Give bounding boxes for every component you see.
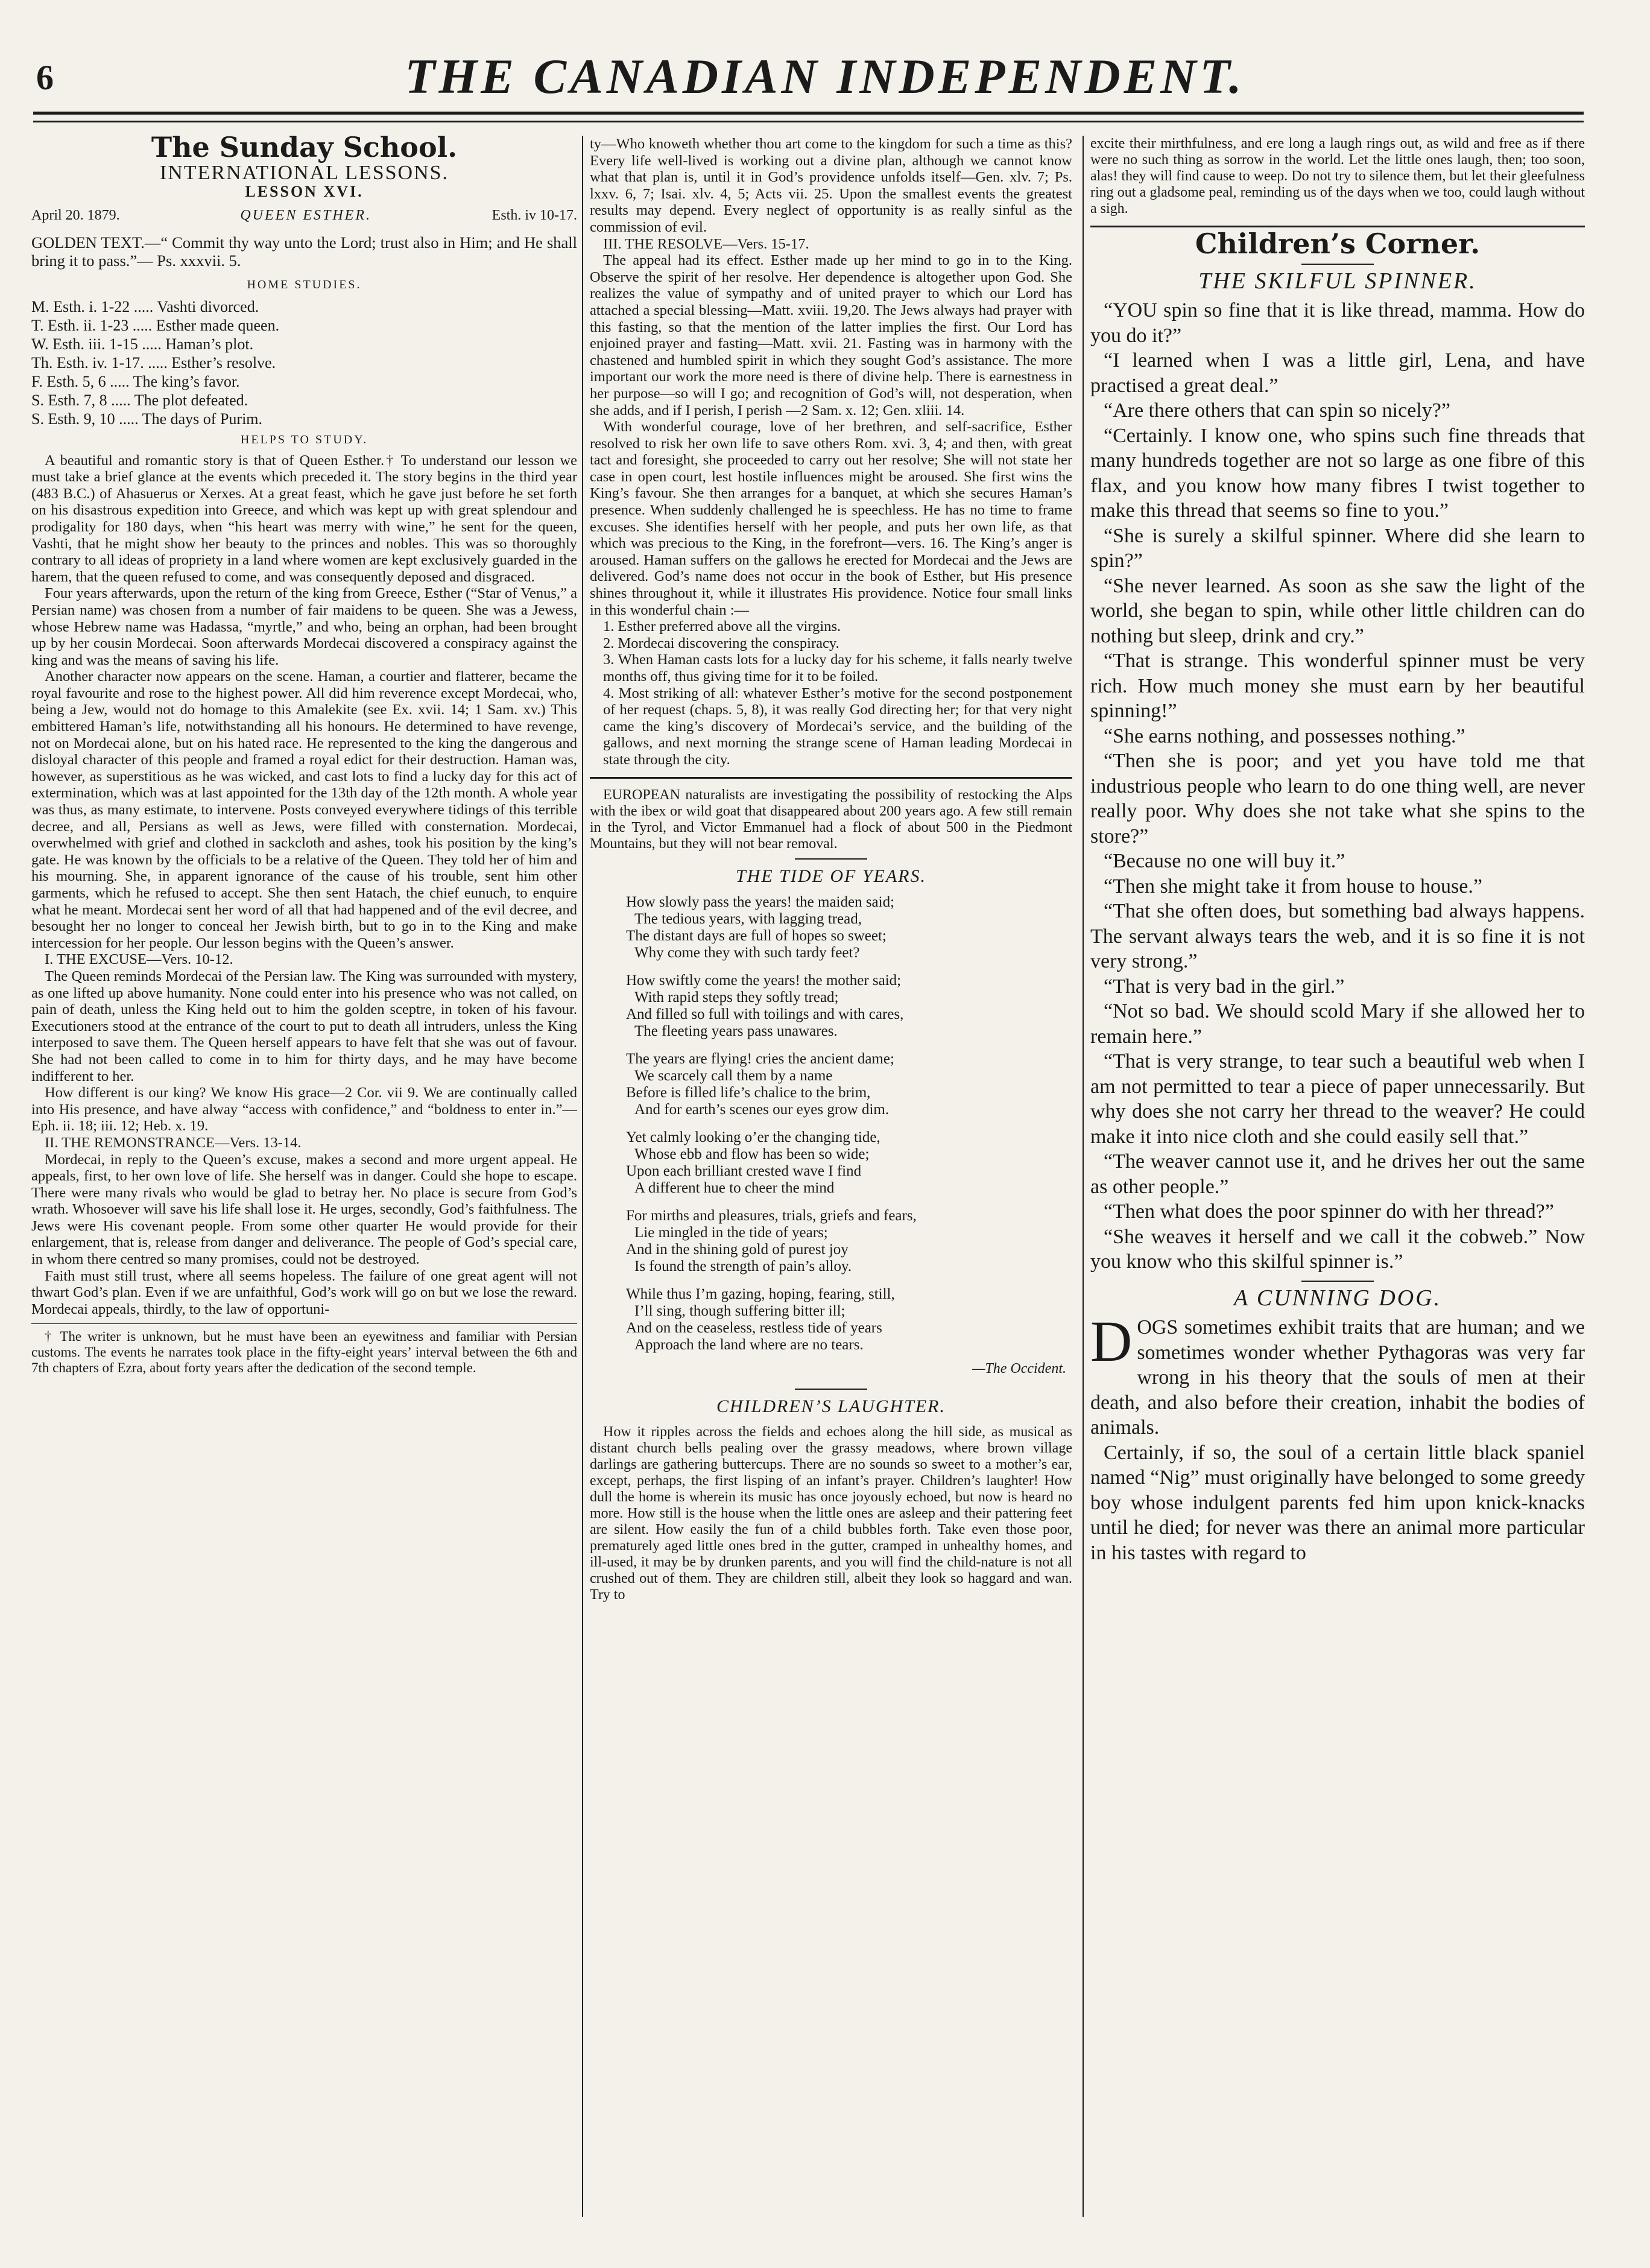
list-item: 4. Most striking of all: whatever Esther’s motive for the second postponement of her request (chaps. 5, 8), it was really God directing her; for that very night came the king’s discovery of Mordecai’s service, and the building of the gallows, and next morning the strange scene of Haman leading Mordecai in state through the city. [603,685,1072,768]
footnote: † The writer is unknown, but he must have been an eyewitness and familiar with Persian customs. The events he narrates took place in the fifty-eight years’ interval between the 6th and 7th chapters of Ezra, about forty years after the dedication of the second temple. [31,1323,577,1376]
list-item: W. Esth. iii. 1-15 ..... Haman’s plot. [31,335,254,353]
poem-line: The fleeting years pass unawares. [634,1023,838,1040]
paragraph: “Are there others that can spin so nicely?” [1104,399,1450,422]
poem-stanza [590,1208,1072,1275]
poem-line: Whose ebb and flow has been so wide; [634,1146,870,1163]
subheading: III. THE RESOLVE—Vers. 15-17. [603,235,809,252]
section-title: The Sunday School. [151,136,458,163]
divider [1301,264,1374,265]
list-item: S. Esth. 9, 10 ..... The days of Purim. [31,410,263,428]
section-title: Children’s Corner. [1195,227,1481,260]
paragraph: The appeal had its effect. Esther made up her mind to go in to the King. Observe the spirit of her resolve. Her dependence is altogether upon God. She realizes the value of sympathy and of united prayer to which our Lord has attached a special blessing—Matt. xviii. 19,20. The Jews always had prayer with this fasting, so that the mention of the latter implies the first. Our Lord has enjoined prayer and fasting—Matt. xvii. 21. Fasting was in harmony with the chastened and humbled spirit in which they sought God’s assistance. The more important our work the more need is there of divine help. There is earnestness in her purpose—so will I go; and recognition of God’s will, not desperation, when she adds, and if I perish, I perish —2 Sam. x. 12; Gen. xliii. 14. [590,252,1072,419]
column-right [1090,136,1585,2229]
poem-stanza [590,894,1072,961]
lesson-date: April 20. 1879. [31,207,120,223]
page-number: 6 [36,58,54,97]
poem-line: Yet calmly looking o’er the changing tide, [626,1129,880,1146]
paragraph-text: OGS sometimes exhibit traits that are human; and we sometimes wonder whether Pythagoras was very far wrong in his theory that the souls of men at their death, and also before their creation, inhabit the bodies of animals. [1090,1316,1585,1439]
story-title: THE SKILFUL SPINNER. [1198,268,1477,294]
masthead-rule-thin [33,121,1584,122]
poem-line: Approach the land where are no tears. [634,1337,864,1354]
poem-line: Why come they with such tardy feet? [634,945,860,961]
list-item: Th. Esth. iv. 1-17. ..... Esther’s resolve. [31,353,276,372]
divider [1301,1281,1374,1282]
list-item: 1. Esther preferred above all the virgins. [603,618,841,635]
lesson-header [31,207,577,224]
poem-title: THE TIDE OF YEARS. [736,866,926,886]
list-item: 3. When Haman casts lots for a lucky day for his scheme, it falls nearly twelve months off, thus giving time for it to be foiled. [603,651,1072,685]
list-item: 2. Mordecai discovering the conspiracy. [603,635,839,651]
paragraph: “Then she might take it from house to house.” [1104,875,1482,898]
poem-line: And on the ceaseless, restless tide of years [626,1320,882,1337]
helps-heading: HELPS TO STUDY. [240,432,368,446]
drop-cap: D [1090,1309,1133,1374]
divider [795,858,867,860]
poem-line: How slowly pass the years! the maiden said; [626,894,895,911]
poem-line: Lie mingled in the tide of years; [634,1224,828,1241]
paragraph: Certainly, if so, the soul of a certain little black spaniel named “Nig” must originally have belonged to some greedy boy whose indulgent parents fed him upon knick-knacks until he died; for never was there an animal more particular in his tastes with regard to [1090,1441,1585,1564]
paragraph: With wonderful courage, love of her brethren, and self-sacrifice, Esther resolved to risk her own life to save others Rom. xvi. 3, 4; and then, with great tact and foresight, she proceeded to carry out her resolve; She will not state her case in open court, lest hostile influences might be aroused. She first wins the King’s favour. She then arranges for a banquet, at which she secures Haman’s presence. When suddenly challenged he is speechless. He has no time to frame excuses. She identifies herself with her people, and puts her own life, as that which was precious to the King, in the forefront—vers. 16. The King’s anger is aroused. Haman suffers on the gallows he erected for Mordecai and the Jews are delivered. God’s name does not occur in the book of Esther, but His presence shines throughout it, while it illustrates His providence. Notice four small links in this wonderful chain :— [590,419,1072,618]
paragraph: “I learned when I was a little girl, Lena, and have practised a great deal.” [1090,349,1585,397]
paragraph: “She never learned. As soon as she saw the light of the world, she began to spin, while other little children can do nothing but sleep, drink and cry.” [1090,574,1585,647]
poem-line: We scarcely call them by a name [634,1068,833,1085]
paragraph: How it ripples across the fields and echoes along the hill side, as musical as distant church bells pealing over the grassy meadows, where brown village darlings are gathering buttercups. There are no sounds so sweet to a mother’s ear, except, perhaps, the first lisping of an infant’s prayer. Children’s laughter! How dull the home is wherein its music has once joyously echoed, but now is heard no more. How still is the house when the little ones are asleep and their pattering feet are silent. How easily the fun of a child bubbles forth. Take even those poor, prematurely aged little ones bred in the gutter, cramped in unhealthy homes, and ill-used, it may be by drunken parents, and you will find the child-nature is not all crushed out of them. They are children still, albeit they look so haggard and wan. Try to [590,1424,1072,1603]
list-item: S. Esth. 7, 8 ..... The plot defeated. [31,391,248,409]
divider [795,1389,867,1390]
poem-line: The distant days are full of hopes so sweet; [626,928,887,945]
poem-line: And for earth’s scenes our eyes grow dim. [634,1101,890,1118]
paragraph: ty—Who knoweth whether thou art come to the kingdom for such a time as this? Every life well-lived is working out a divine plan, although we cannot know what that plan is, until it in God’s providence unfolds itself—Gen. xlv. 7; Ps. lxxv. 6, 7; Isai. xlv. 4, 5; Acts vii. 25. Upon the smallest events the greatest results may depend. Every neglect of opportunity is as really sinful as the commission of evil. [590,136,1072,235]
column-divider [1083,136,1084,2217]
poem-line: A different hue to cheer the mind [634,1180,835,1197]
paragraph: “That is strange. This wonderful spinner must be very rich. How much money she must earn by her beautiful spinning!” [1090,650,1585,723]
paragraph: “Certainly. I know one, who spins such fine threads that many hundreds together are not so large as one fibre of this flax, and you know how many fibres I twist together to make this thread that seems so fine to you.” [1090,424,1585,522]
poem-line: Is found the strength of pain’s alloy. [634,1258,852,1275]
lesson-number: LESSON XVI. [245,183,364,201]
list-item: F. Esth. 5, 6 ..... The king’s favor. [31,372,240,390]
lessons-heading: INTERNATIONAL LESSONS. [159,161,449,184]
paragraph: excite their mirthfulness, and ere long a laugh rings out, as wild and free as if there were no such thing as sorrow in the world. Let the little ones laugh, then; too soon, alas! they will find cause to weep. Do not try to silence them, but let their gleefulness ring out a gladsome peal, reminding us of the days when we too, could laugh without a sigh. [1090,136,1585,217]
subheading: II. THE REMONSTRANCE—Vers. 13-14. [45,1134,302,1151]
paragraph: The Queen reminds Mordecai of the Persian law. The King was surrounded with mystery, as one lifted up above humanity. None could enter into his presence who was not called, on pain of death, unless the King held out to him the golden sceptre, in token of his favour. Executioners stood at the entrance of the court to put to death all intruders, unless the King interposed to save them. The Queen herself appears to have felt that she was out of favour. She had not been called to come in to him for thirty days, and he may have become indifferent to her. [31,968,577,1085]
divider [590,777,1072,779]
paragraph: “Then she is poor; and yet you have told me that industrious people who learn to do one thing well, are never really poor. Why does she not take what she spins to the store?” [1090,750,1585,847]
column-middle [590,136,1072,2229]
poem-line: Upon each brilliant crested wave I find [626,1163,862,1180]
poem-stanza [590,1286,1072,1354]
lesson-ref: Esth. iv 10-17. [492,207,577,223]
article-title: CHILDREN’S LAUGHTER. [716,1396,946,1416]
story-dog [1090,1309,1585,1565]
column-divider [582,136,583,2217]
paragraph [1090,1309,1585,1440]
paragraph: Mordecai, in reply to the Queen’s excuse, makes a second and more urgent appeal. He appeals, first, to her own love of life. She herself was in danger. Could she hope to escape. There were many rivals who would be glad to betray her. No place is secure from God’s wrath. Whosoever will save his life shall lose it. He urges, secondly, God’s faithfulness. The Jews were His covenant people. From some other quarter He would provide for their enlargement, that is, release from danger and deliverance. The people of God’s special care, in whom there centred so many promises, could not be destroyed. [31,1151,577,1268]
poem-attribution: —The Occident. [972,1361,1066,1377]
poem-stanza [590,972,1072,1040]
paragraph: “She is surely a skilful spinner. Where did she learn to spin?” [1090,524,1585,572]
poem-line: The tedious years, with lagging tread, [634,911,862,928]
subheading: I. THE EXCUSE—Vers. 10-12. [45,951,233,968]
paragraph: “That she often does, but something bad always happens. The servant always tears the web, and it is so fine it is not very strong.” [1090,900,1585,973]
paragraph: How different is our king? We know His grace—2 Cor. vii 9. We are continually called into His presence, and have alway “access with confidence,” and “boldness to enter in.”—Eph. ii. 18; iii. 12; Heb. x. 19. [31,1085,577,1135]
poem-line: I’ll sing, though suffering bitter ill; [634,1303,846,1320]
masthead-rule [33,112,1584,115]
poem-line: With rapid steps they softly tread; [634,989,839,1006]
paragraph: “She earns nothing, and possesses nothing.” [1104,724,1465,747]
news-item: EUROPEAN naturalists are investigating the possibility of restocking the Alps with the ibex or wild goat that disappeared about 200 years ago. A few still remain in the Tyrol, and Victor Emmanuel had a flock of about 500 in the Piedmont Mountains, but they will not bear removal. [590,787,1072,852]
lesson-topic: QUEEN ESTHER. [240,207,371,223]
poem-stanza [590,1129,1072,1197]
paragraph: “Not so bad. We should scold Mary if she allowed her to remain here.” [1090,1000,1585,1048]
poem-line: For mirths and pleasures, trials, griefs and fears, [626,1208,917,1224]
home-studies-list [31,297,577,428]
paragraph: “The weaver cannot use it, and he drives her out the same as other people.” [1090,1150,1585,1198]
masthead: THE CANADIAN INDEPENDENT. [405,49,1245,104]
list-item: T. Esth. ii. 1-23 ..... Esther made queen. [31,316,280,334]
paragraph: “That is very bad in the girl.” [1104,975,1345,998]
home-studies-heading: HOME STUDIES. [247,278,362,292]
golden-text: GOLDEN TEXT.—“ Commit thy way unto the Lord; trust also in Him; and He shall bring it to pass.”— Ps. xxxvii. 5. [31,233,577,270]
paragraph: “YOU spin so fine that it is like thread, mamma. How do you do it?” [1090,299,1585,347]
column-sunday-school [31,136,577,2229]
list-item: M. Esth. i. 1-22 ..... Vashti divorced. [31,297,259,315]
poem-line: And in the shining gold of purest joy [626,1241,849,1258]
poem-stanza [590,1051,1072,1118]
poem-line: While thus I’m gazing, hoping, fearing, still, [626,1286,895,1303]
paragraph: Four years afterwards, upon the return of the king from Greece, Esther (“Star of Venus,” a Persian name) was chosen from a number of fair maidens to be queen. She was a Jewess, whose Hebrew name was Hadassa, “myrtle,” and who, being an orphan, had been brought up by her cousin Mordecai. Soon afterwards Mordecai discovered a conspiracy against the king and was the means of saving his life. [31,585,577,668]
paragraph: Faith must still trust, where all seems hopeless. The failure of one great agent will not thwart God’s plan. Even if we are unfaithful, God’s work will go on but we lose the reward. Mordecai appeals, thirdly, to the law of opportuni- [31,1267,577,1317]
poem-line: The years are flying! cries the ancient dame; [626,1051,894,1068]
poem-line: Before is filled life’s chalice to the brim, [626,1085,871,1101]
paragraph: A beautiful and romantic story is that of Queen Esther.† To understand our lesson we must take a brief glance at the events which preceded it. The story begins in the third year (483 B.C.) of Ahasuerus or Xerxes. At a great feast, which he gave just before he set forth on his disastrous expedition into Greece, and which was kept up with great splendour and prodigality for 180 days, when “his heart was merry with wine,” he sent for the queen, Vashti, that he might show her beauty to the princes and nobles. This was so thoroughly contrary to all ideas of propriety in a land where women are kept exclusively guarded in the harem, that the queen refused to come, and was consequently deposed and disgraced. [31,452,577,585]
paragraph: “Because no one will buy it.” [1104,850,1345,873]
poem-line: And filled so full with toilings and with cares, [626,1006,904,1023]
poem-line: How swiftly come the years! the mother said; [626,972,902,989]
paragraph: “That is very strange, to tear such a beautiful web when I am not permitted to tear a piece of paper unnecessarily. But why does she not carry her thread to the weaver? He could make it into nice cloth and she could easily sell that.” [1090,1050,1585,1148]
paragraph: Another character now appears on the scene. Haman, a courtier and flatterer, became the royal favourite and rose to the highest power. All did him reverence except Mordecai, who, being a Jew, would not do homage to this Amalekite (see Ex. xvii. 14; 1 Sam. xv.) This embittered Haman’s life, notwithstanding all his honours. He determined to have revenge, not on Mordecai alone, but on his hated race. He represented to the king the dangerous and disloyal character of this people and framed a royal edict for their destruction. Haman was, however, as superstitious as he was wicked, and cast lots to find a lucky day for this act of extermination, which was at last appointed for the 13th day of the 12th month. A whole year was thus, as many estimate, to intervene. Posts conveyed everywhere tidings of this terrible decree, and all, Persians as well as Jews, were filled with consternation. Mordecai, overwhelmed with grief and clothed in sackcloth and ashes, took his position by the king’s gate. He was known by the officials to be a relative of the Queen. They told her of him and his mourning. She, in apparent ignorance of the cause of his trouble, sent him other garments, which he refused to accept. She then sent Hatach, the chief eunuch, to enquire what he meant. Mordecai sent her word of all that had happened and of the evil decree, and besought her no longer to conceal her Jewish birth, but to go in to the King and make intercession for her people. Our lesson begins with the Queen’s answer. [31,668,577,951]
paragraph: “Then what does the poor spinner do with her thread?” [1104,1200,1554,1223]
story-spinner [1090,298,1585,1275]
story-title: A CUNNING DOG. [1233,1285,1442,1311]
paragraph: “She weaves it herself and we call it the cobweb.” Now you know who this skilful spinner is.” [1090,1225,1585,1273]
